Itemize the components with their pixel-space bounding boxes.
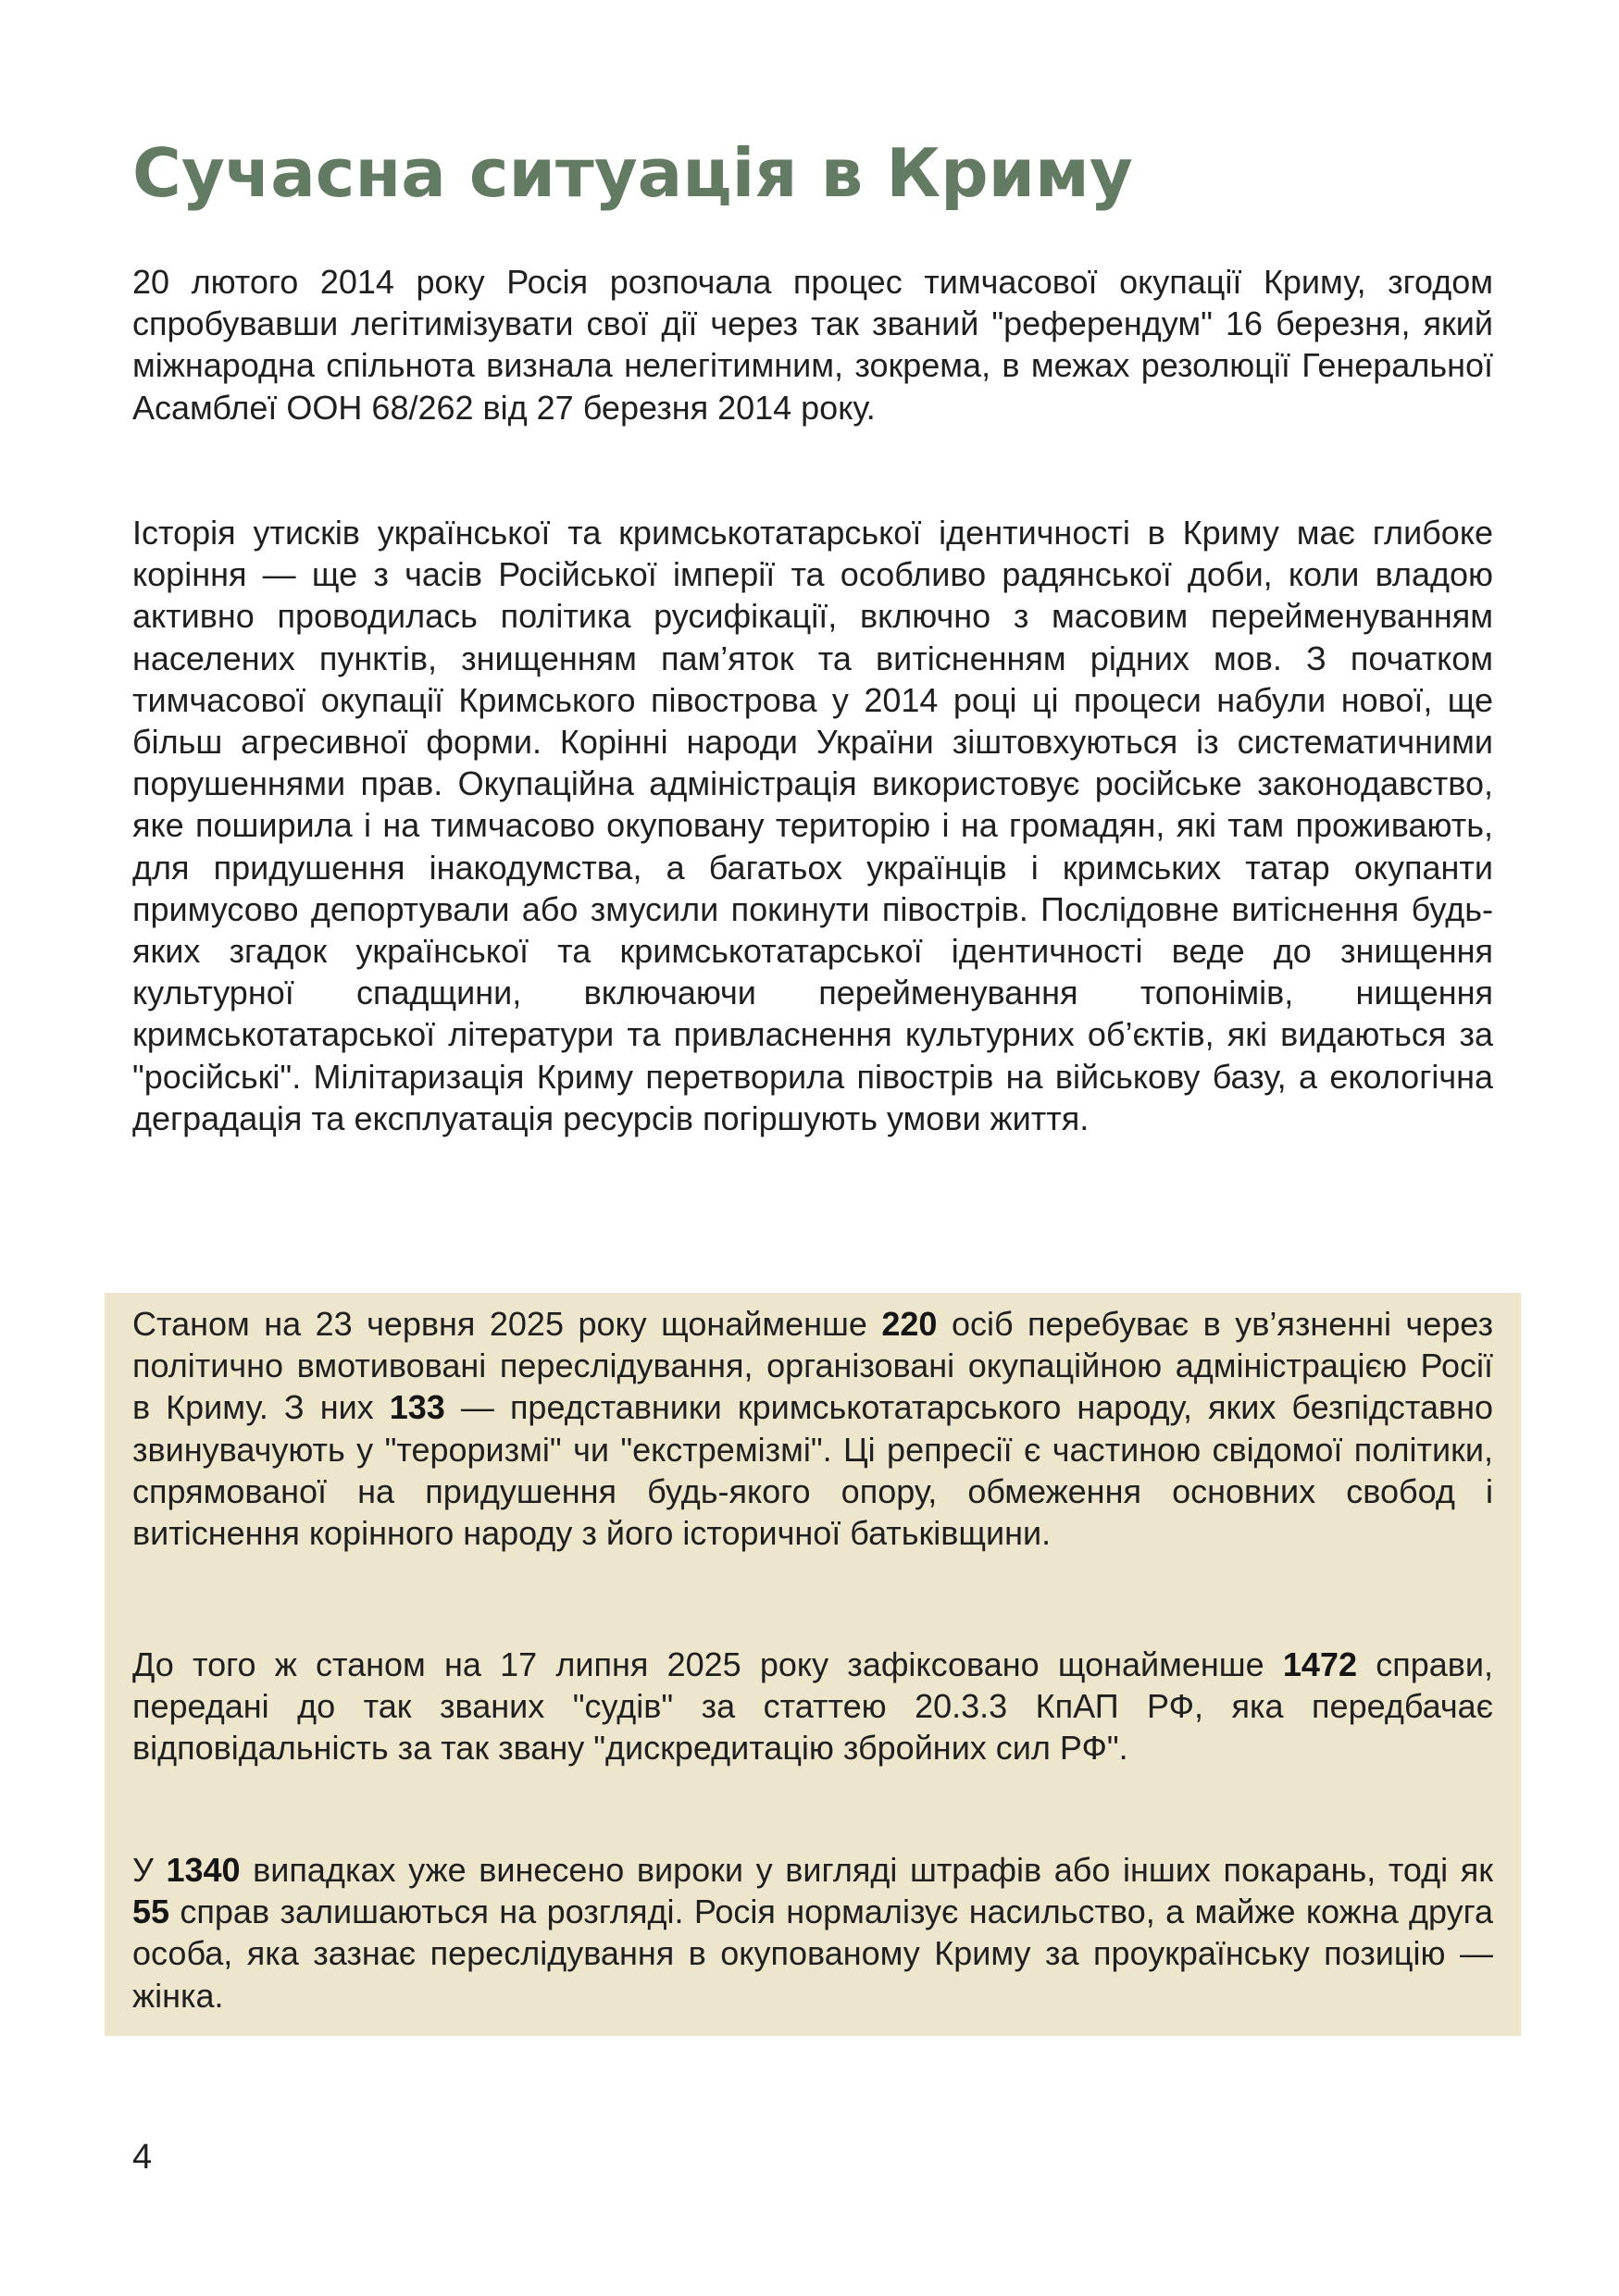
text-segment: випадках уже винесено вироки у вигляді штрафів або інших покарань, тоді як xyxy=(240,1851,1493,1889)
text-segment: Станом на 23 червня 2025 року щонайменше xyxy=(132,1305,882,1343)
text-segment: До того ж станом на 17 липня 2025 року зафіксовано щонайменше xyxy=(132,1645,1283,1683)
intro-paragraph-2: Історія утисків української та кримськотатарської ідентичності в Криму має глибоке коріння — ще з часів Російської імперії та особливо радянської доби, коли владою активно проводилась політика русифікації, включно з масовим перейменуванням населених пунктів, знищенням пам’яток та витісненням рідних мов. З початком тимчасової окупації Кримського півострова у 2014 році ці процеси набули нової, ще більш агресивної форми. Корінні народи України зіштовхуються із систематичними порушеннями прав. Окупаційна адміністрація використовує російське законодавство, яке поширила і на тимчасово окуповану територію і на громадян, які там проживають, для придушення інакодумства, а багатьох українців і кримських татар окупанти примусово депортували або змусили покинути півострів. Послідовне витіснення будь-яких згадок української та кримськотатарської ідентичності веде до знищення культурної спадщини, включаючи перейменування топонімів, нищення кримськотатарської літератури та привласнення культурних об’єктів, які видаються за "російські". Мілітаризація Криму перетворила півострів на військову базу, а екологічна деградація та експлуатація ресурсів погіршують умови життя. xyxy=(132,514,1493,1137)
text-segment: справ залишаються на розгляді. Росія нормалізує насильство, а майже кожна друга особа, яка зазнає переслідування в окупованому Криму за проукраїнську позицію — жінка. xyxy=(132,1893,1493,2015)
text-segment: — представники кримськотатарського народу, яких безпідставно звинувачують у "тероризмі" чи "екстремізмі". Ці репресії є частиною свідомої політики, спрямованої на придушення будь-якого опору, обмеження основних свобод і витіснення корінного народу з його історичної батьківщини. xyxy=(132,1388,1493,1553)
stat-verdicts-count: 1340 xyxy=(166,1851,241,1889)
facts-paragraph-verdicts xyxy=(132,1849,1493,2017)
facts-paragraph-prisoners xyxy=(132,1303,1493,1554)
page-number: 4 xyxy=(132,2138,153,2177)
stat-pending-cases-count: 55 xyxy=(132,1893,170,1931)
facts-paragraph-cases xyxy=(132,1644,1493,1769)
text-segment: справи, передані до так званих "судів" за статтею 20.3.3 КпАП РФ, яка передбачає відповідальність за так звану "дискредитацію збройних сил РФ". xyxy=(132,1645,1493,1768)
stat-cases-count: 1472 xyxy=(1282,1645,1357,1683)
text-segment: У xyxy=(132,1851,167,1889)
text-segment: осіб перебуває в ув’язненні через політично вмотивовані переслідування, організовані окупаційною адміністрацією Росії в Криму. З них xyxy=(132,1305,1493,1427)
stat-crimean-tatar-prisoners-count: 133 xyxy=(389,1388,445,1427)
intro-paragraph-1: 20 лютого 2014 року Росія розпочала процес тимчасової окупації Криму, згодом спробувавши легітимізувати свої дії через так званий "референдум" 16 березня, який міжнародна спільнота визнала нелегітимним, зокрема, в межах резолюції Генеральної Асамблеї ООН 68/262 від 27 березня 2014 року. xyxy=(132,263,1493,427)
stat-prisoners-count: 220 xyxy=(881,1305,938,1343)
page-title: Сучасна ситуація в Криму xyxy=(132,134,1133,212)
